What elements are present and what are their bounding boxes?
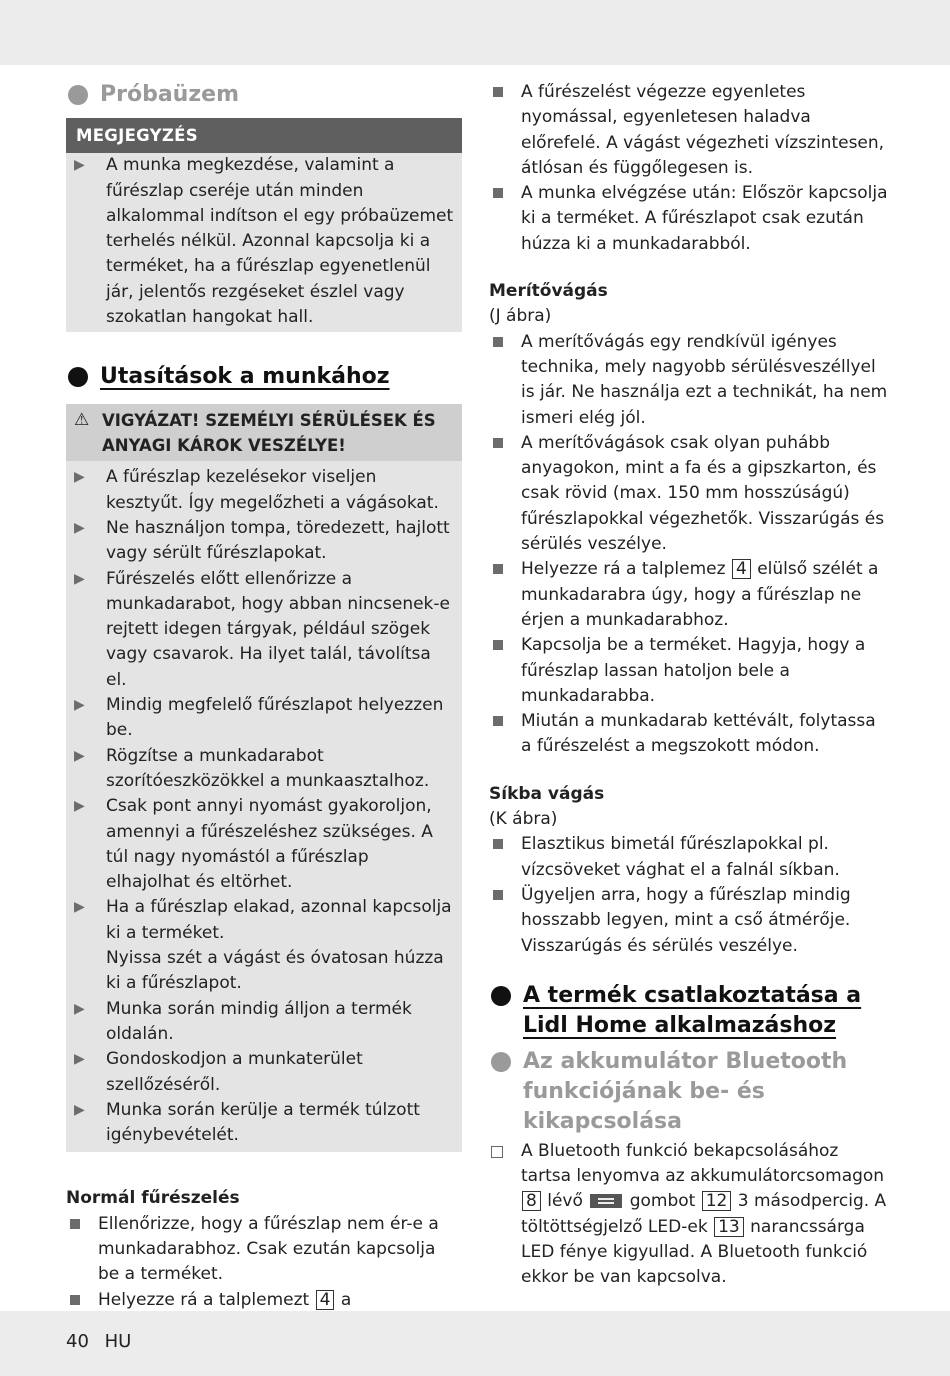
checkbox-bullet-icon: [491, 1146, 503, 1158]
note-item: ▶ A munka megkezdése, valamint a fűrészlap cseréje után minden alkalommal indítson el egy próbaüzemet terhelés nélkül. Azonnal kapcsolja ki a terméket, ha a fűrészlap egyenetlenül jár, jelentős rezgéseket észlel vagy szokatlan hangokat hall.: [74, 155, 454, 328]
list-item: Helyezze rá a talplemezt 4 a: [66, 1288, 462, 1339]
subheading-sikba: Síkba vágás: [489, 783, 605, 804]
warning-triangle-icon: ⚠: [74, 410, 90, 431]
part-number-badge: 8: [522, 1191, 541, 1211]
list-item: ▶ Munka során mindig álljon a termék oldalán.: [74, 998, 412, 1044]
triangle-bullet-icon: ▶: [74, 469, 85, 486]
list-item: A merítővágás egy rendkívül igényes technika, mely nagyobb sérülésveszéllyel is jár. Ne használja ezt a technikát, ha nem ismeri elég jól.: [489, 330, 889, 431]
square-bullet-icon: [70, 1295, 80, 1305]
triangle-bullet-icon: ▶: [74, 1051, 85, 1068]
square-bullet-icon: [493, 640, 503, 650]
top-band: [0, 0, 950, 65]
heading-utasitasok: Utasítások a munkához: [66, 362, 462, 392]
list-item: A munka elvégzése után: Először kapcsolja ki a terméket. A fűrészlapot csak ezután húzza ki a munkadarabból.: [489, 181, 889, 257]
bullet-dot-icon: [491, 1052, 511, 1072]
bullet-dot-icon: [68, 367, 88, 387]
list-item: A fűrészelést végezze egyenletes nyomással, egyenletesen haladva előrefelé. A vágást végezheti vízszintesen, átlósan és függőlegesen is.: [489, 80, 889, 181]
list-item: ▶ Fűrészelés előtt ellenőrizze a munkadarabot, hogy abban nincsenek-e rejtett idegen tárgyak, például szögek vagy csavarok. Ha ilyet talál, távolítsa el.: [74, 568, 450, 690]
subheading-normal: Normál fűrészelés: [66, 1188, 240, 1209]
square-bullet-icon: [493, 839, 503, 849]
list-item: Ellenőrizze, hogy a fűrészlap nem ér-e a munkadarabhoz. Csak ezután kapcsolja be a terméket.: [66, 1212, 462, 1288]
left-column: [66, 80, 462, 1338]
square-bullet-icon: [493, 564, 503, 574]
bottom-band: [0, 1311, 950, 1376]
warning-header: ⚠ VIGYÁZAT! SZEMÉLYI SÉRÜLÉSEK ÉS ANYAGI KÁROK VESZÉLYE!: [66, 404, 462, 461]
square-bullet-icon: [493, 337, 503, 347]
list-item: A merítővágások csak olyan puhább anyagokon, mint a fa és a gipszkarton, és csak rövid (max. 150 mm hosszúságú) fűrészlapokkal végezhetők. Visszarúgás és sérülés veszélye.: [489, 431, 889, 557]
figure-ref-j: (J ábra): [489, 306, 552, 327]
list-item: Helyezze rá a talplemez 4 elülső szélét a munkadarabra úgy, hogy a fűrészlap ne érjen a munkadarabhoz.: [489, 557, 889, 633]
triangle-bullet-icon: ▶: [74, 697, 85, 714]
bullet-dot-icon: [68, 85, 88, 105]
part-number-badge: 4: [316, 1290, 335, 1310]
list-item: ▶ A fűrészlap kezelésekor viseljen kesztyűt. Így megelőzheti a vágásokat.: [74, 467, 439, 513]
list-item: ▶ Csak pont annyi nyomást gyakoroljon, amennyi a fűrészeléshez szükséges. A túl nagy nyomástól a fűrészlap elhajolhat és eltörhet.: [74, 796, 433, 893]
triangle-bullet-icon: ▶: [74, 899, 85, 916]
bullet-dot-icon: [491, 986, 511, 1006]
heading-lidl: A termék csatlakoztatása a Lidl Home alkalmazáshoz: [489, 981, 889, 1041]
triangle-bullet-icon: ▶: [74, 1000, 85, 1017]
triangle-bullet-icon: ▶: [74, 519, 85, 536]
list-item: ▶ Munka során kerülje a termék túlzott igénybevételét.: [74, 1099, 420, 1146]
list-item: Ügyeljen arra, hogy a fűrészlap mindig hosszabb legyen, mint a cső átmérője. Visszarúgás és sérülés veszélye.: [489, 883, 889, 959]
triangle-bullet-icon: ▶: [74, 570, 85, 587]
page-number: 40: [66, 1331, 89, 1352]
heading-probauzem: Próbaüzem: [66, 80, 462, 110]
subheading-merito: Merítővágás: [489, 281, 608, 302]
bluetooth-button-icon: [590, 1194, 622, 1208]
list-item: ▶ Ha a fűrészlap elakad, azonnal kapcsolja ki a terméket. Nyissa szét a vágást és óvatosan húzza ki a fűrészlapot.: [74, 897, 452, 994]
triangle-bullet-icon: ▶: [74, 798, 85, 815]
square-bullet-icon: [493, 188, 503, 198]
language-code: HU: [104, 1331, 132, 1352]
figure-ref-k: (K ábra): [489, 809, 558, 830]
triangle-bullet-icon: ▶: [74, 747, 85, 764]
square-bullet-icon: [493, 438, 503, 448]
page-footer: [66, 1331, 141, 1352]
list-item: ▶ Ne használjon tompa, töredezett, hajlott vagy sérült fűrészlapokat.: [74, 517, 450, 564]
square-bullet-icon: [70, 1219, 80, 1229]
triangle-bullet-icon: ▶: [74, 1101, 85, 1118]
note-header: MEGJEGYZÉS: [66, 118, 462, 153]
list-item: ▶ Rögzítse a munkadarabot szorítóeszközökkel a munkaasztalhoz.: [74, 745, 430, 791]
square-bullet-icon: [493, 87, 503, 97]
list-item: Kapcsolja be a terméket. Hagyja, hogy a fűrészlap lassan hatoljon bele a munkadarabba.: [489, 633, 889, 709]
list-item: ▶ Mindig megfelelő fűrészlapot helyezzen be.: [74, 695, 444, 741]
square-bullet-icon: [493, 716, 503, 726]
list-item: Miután a munkadarab kettévált, folytassa a fűrészelést a megszokott módon.: [489, 709, 889, 760]
right-column: [489, 80, 889, 1291]
list-item: Elasztikus bimetál fűrészlapokkal pl. vízcsöveket vághat el a falnál síkban.: [489, 832, 889, 883]
warning-box: [66, 404, 462, 1152]
note-box: [66, 118, 462, 332]
heading-akku: Az akkumulátor Bluetooth funkciójának be- és kikapcsolása: [489, 1047, 889, 1137]
triangle-bullet-icon: ▶: [74, 157, 85, 174]
list-item: A Bluetooth funkció bekapcsolásához tartsa lenyomva az akkumulátorcsomagon 8 lévő gombot 12 3 másodpercig. A töltöttségjelző LED-ek 13 narancssárga LED fénye kigyullad. A Bluetooth funkció ekkor be van kapcsolva.: [489, 1139, 889, 1291]
part-number-badge: 12: [702, 1191, 732, 1211]
list-item: ▶ Gondoskodjon a munkaterület szellőzéséről.: [74, 1049, 363, 1095]
part-number-badge: 13: [714, 1217, 744, 1237]
part-number-badge: 4: [732, 559, 751, 579]
square-bullet-icon: [493, 890, 503, 900]
